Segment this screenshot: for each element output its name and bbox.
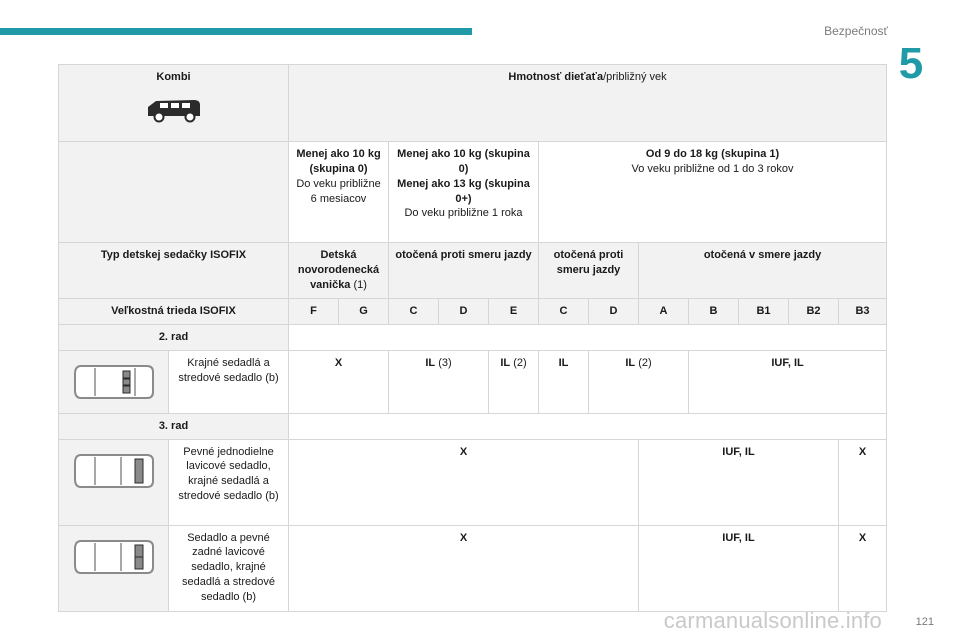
value-cell: X [289, 439, 639, 525]
value-cell: X [289, 525, 639, 611]
car-top-view-icon [71, 535, 157, 579]
watermark: carmanualsonline.info [663, 608, 882, 633]
table-row [59, 243, 887, 299]
empty-cell [289, 324, 887, 350]
class-cell: D [589, 299, 639, 325]
class-cell: B1 [739, 299, 789, 325]
group0-cell [289, 142, 389, 243]
class-cell: B3 [839, 299, 887, 325]
table-row [59, 65, 887, 142]
isofix-table [58, 64, 887, 612]
weight-label-rest: /približný vek [603, 71, 667, 83]
seat-description: Pevné jednodielne lavicové sedadlo, krajné sedadlá a stredové sedadlo (b) [169, 439, 289, 525]
van-side-icon [144, 95, 204, 125]
car-icon-cell [59, 525, 169, 611]
value-bold: IL [425, 356, 436, 369]
chapter-number: 5 [898, 39, 924, 88]
vehicle-label: Kombi [156, 71, 191, 83]
car-top-view-icon [71, 449, 157, 493]
car-icon-cell [59, 439, 169, 525]
class-cell: F [289, 299, 339, 325]
class-cell: D [439, 299, 489, 325]
carrycot-label: Detská novorodenecká vanička [297, 249, 380, 291]
value-cell [589, 350, 689, 413]
class-cell: B2 [789, 299, 839, 325]
class-cell: C [389, 299, 439, 325]
class-cell: E [489, 299, 539, 325]
group0-age: Do veku približne 6 mesiacov [296, 177, 381, 205]
empty-cell [289, 413, 887, 439]
carrycot-note: (1) [350, 278, 367, 291]
isofix-type-label: Typ detskej sedačky ISOFIX [59, 243, 289, 299]
table-row [59, 324, 887, 350]
table-row [59, 439, 887, 525]
value-cell: IUF, IL [639, 525, 839, 611]
value-bold: IL [625, 356, 636, 369]
group1-age: Vo veku približne od 1 do 3 rokov [631, 162, 794, 175]
value-cell: X [289, 350, 389, 413]
rear-facing-label-1: otočená proti smeru jazdy [389, 243, 539, 299]
section-title: Bezpečnosť [824, 24, 888, 38]
value-cell [489, 350, 539, 413]
value-note: (2) [635, 356, 652, 369]
group0plus-age: Do veku približne 1 roka [404, 207, 523, 220]
group0-title: Menej ako 10 kg (skupina 0) [296, 148, 381, 175]
car-icon-cell [59, 350, 169, 413]
row-2-label: 2. rad [59, 324, 289, 350]
isofix-class-label: Veľkostná trieda ISOFIX [59, 299, 289, 325]
table-row [59, 350, 887, 413]
group1-cell [539, 142, 887, 243]
value-cell [389, 350, 489, 413]
rear-facing-label-2: otočená proti smeru jazdy [539, 243, 639, 299]
value-cell: IUF, IL [689, 350, 887, 413]
empty-cell [59, 142, 289, 243]
seat-description: Krajné sedadlá a stredové sedadlo (b) [169, 350, 289, 413]
table-row [59, 413, 887, 439]
forward-facing-label: otočená v smere jazdy [639, 243, 887, 299]
carrycot-cell [289, 243, 389, 299]
class-cell: G [339, 299, 389, 325]
header-accent-bar [0, 28, 472, 35]
group0plus-title: Menej ako 13 kg (skupina 0+) [397, 177, 530, 205]
page-number: 121 [915, 616, 934, 628]
seat-description: Sedadlo a pevné zadné lavicové sedadlo, krajné sedadlá a stredové sedadlo (b) [169, 525, 289, 611]
value-note: (3) [435, 356, 452, 369]
table-row [59, 525, 887, 611]
group0plus-cell [389, 142, 539, 243]
value-cell: IUF, IL [639, 439, 839, 525]
value-cell: X [839, 525, 887, 611]
value-cell: X [839, 439, 887, 525]
group1-title: Od 9 do 18 kg (skupina 1) [645, 148, 780, 160]
value-cell: IL [539, 350, 589, 413]
class-cell: C [539, 299, 589, 325]
table-row [59, 142, 887, 243]
value-note: (2) [510, 356, 527, 369]
car-top-view-icon [71, 360, 157, 404]
value-bold: IL [500, 356, 511, 369]
table-row [59, 299, 887, 325]
row-3-label: 3. rad [59, 413, 289, 439]
weight-label-bold: Hmotnosť dieťaťa [508, 71, 604, 83]
class-cell: B [689, 299, 739, 325]
class-cell: A [639, 299, 689, 325]
vehicle-cell [59, 65, 289, 142]
group0-title-2: Menej ako 10 kg (skupina 0) [397, 148, 530, 175]
child-weight-header [289, 65, 887, 142]
